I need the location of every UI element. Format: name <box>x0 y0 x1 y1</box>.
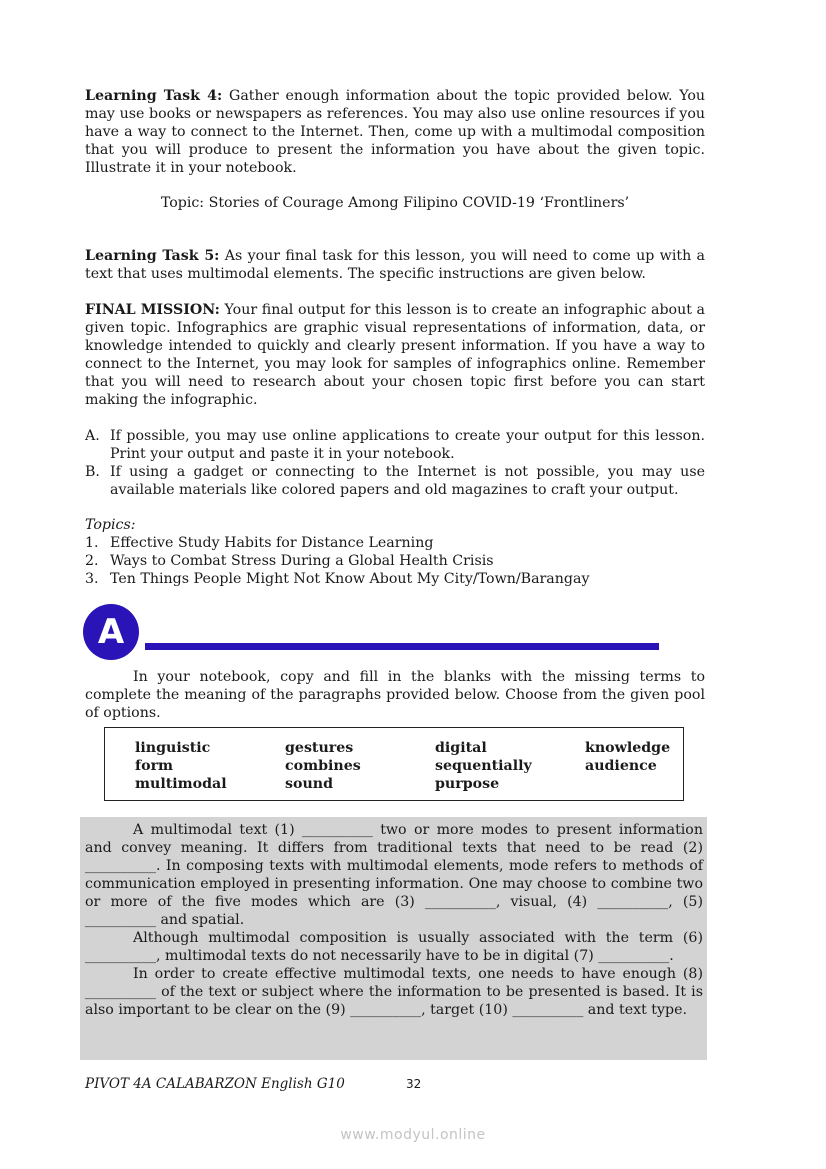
word-option: combines <box>285 758 361 774</box>
instructions-text: In your notebook, copy and fill in the blanks with the missing terms to complete the meaning of the paragraphs provided below. Choose from the given pool of options. <box>85 669 705 721</box>
topic-text: Ways to Combat Stress During a Global Health Crisis <box>110 553 494 569</box>
watermark: www.modyul.online <box>340 1127 486 1143</box>
word-option: linguistic <box>135 740 211 756</box>
word-option: purpose <box>435 776 500 792</box>
option-item <box>85 463 705 499</box>
passage-paragraph-2: Although multimodal composition is usually associated with the term (6) __________, multimodal texts do not necessarily have to be in digital (7) __________. <box>85 930 703 964</box>
word-option: form <box>135 758 174 774</box>
topics-heading: Topics: <box>85 517 136 533</box>
topic-number: 2. <box>85 553 99 569</box>
topic-text: Ten Things People Might Not Know About My City/Town/Barangay <box>110 571 590 587</box>
task4-text: Gather enough information about the topic provided below. You may use books or newspapers as references. You may also use online resources if you have a way to connect to the Internet. Then, come up with a multimodal composition that you will produce to present the information you have about the given topic. Illustrate it in your notebook. <box>85 88 705 176</box>
list-item <box>85 552 705 570</box>
option-item <box>85 427 705 463</box>
task4-label: Learning Task 4: <box>85 88 223 104</box>
final-mission-text: Your final output for this lesson is to create an infographic about a given topic. Infographics are graphic visual representations of information, data, or knowledge intended to quickly and clearly present information. If you have a way to connect to the Internet, you may look for samples of infographics online. Remember that you will need to research about your chosen topic first before you can start making the infographic. <box>85 302 705 408</box>
final-mission-label: FINAL MISSION: <box>85 302 220 318</box>
final-mission <box>85 301 705 409</box>
page-number: 32 <box>406 1077 422 1091</box>
instructions <box>85 668 705 722</box>
task5-label: Learning Task 5: <box>85 248 220 264</box>
topic-line: Topic: Stories of Courage Among Filipino COVID-19 ‘Frontliners’ <box>160 195 630 211</box>
option-letter: A. <box>85 428 100 444</box>
list-item <box>85 570 705 588</box>
output-options <box>85 427 705 499</box>
list-item <box>85 534 705 552</box>
word-option: digital <box>435 740 487 756</box>
word-option: gestures <box>285 740 354 756</box>
learning-task-4 <box>85 87 705 177</box>
topic-number: 3. <box>85 571 99 587</box>
passage-paragraph-1: A multimodal text (1) __________ two or more modes to present information and convey meaning. It differs from traditional texts that need to be read (2) __________. In composing texts with multimodal elements, mode refers to methods of communication employed in presenting information. One may choose to combine two or more of the five modes which are (3) __________, visual, (4) __________, (5) __________ and spatial. <box>85 822 703 928</box>
topics-list <box>85 516 705 588</box>
word-pool-box <box>104 727 684 801</box>
section-divider <box>145 643 659 650</box>
option-text: If possible, you may use online applications to create your output for this lesson. Print your output and paste it in your notebook. <box>110 428 705 462</box>
topic-number: 1. <box>85 535 99 551</box>
word-option: sequentially <box>435 758 532 774</box>
footer-title: PIVOT 4A CALABARZON English G10 <box>85 1076 345 1092</box>
passage <box>85 821 703 1019</box>
word-option: sound <box>285 776 334 792</box>
passage-paragraph-3: In order to create effective multimodal texts, one needs to have enough (8) __________ of the text or subject where the information to be presented is based. It is also important to be clear on the (9) __________, target (10) __________ and text type. <box>85 966 703 1018</box>
word-option: knowledge <box>585 740 671 756</box>
section-a-badge: A <box>83 604 139 660</box>
word-option: audience <box>585 758 657 774</box>
task5-text: As your final task for this lesson, you will need to come up with a text that uses multimodal elements. The specific instructions are given below. <box>85 248 705 282</box>
learning-task-5 <box>85 247 705 283</box>
word-option: multimodal <box>135 776 227 792</box>
topic-text: Effective Study Habits for Distance Learning <box>110 535 434 551</box>
option-text: If using a gadget or connecting to the Internet is not possible, you may use available materials like colored papers and old magazines to craft your output. <box>110 464 705 498</box>
option-letter: B. <box>85 464 100 480</box>
